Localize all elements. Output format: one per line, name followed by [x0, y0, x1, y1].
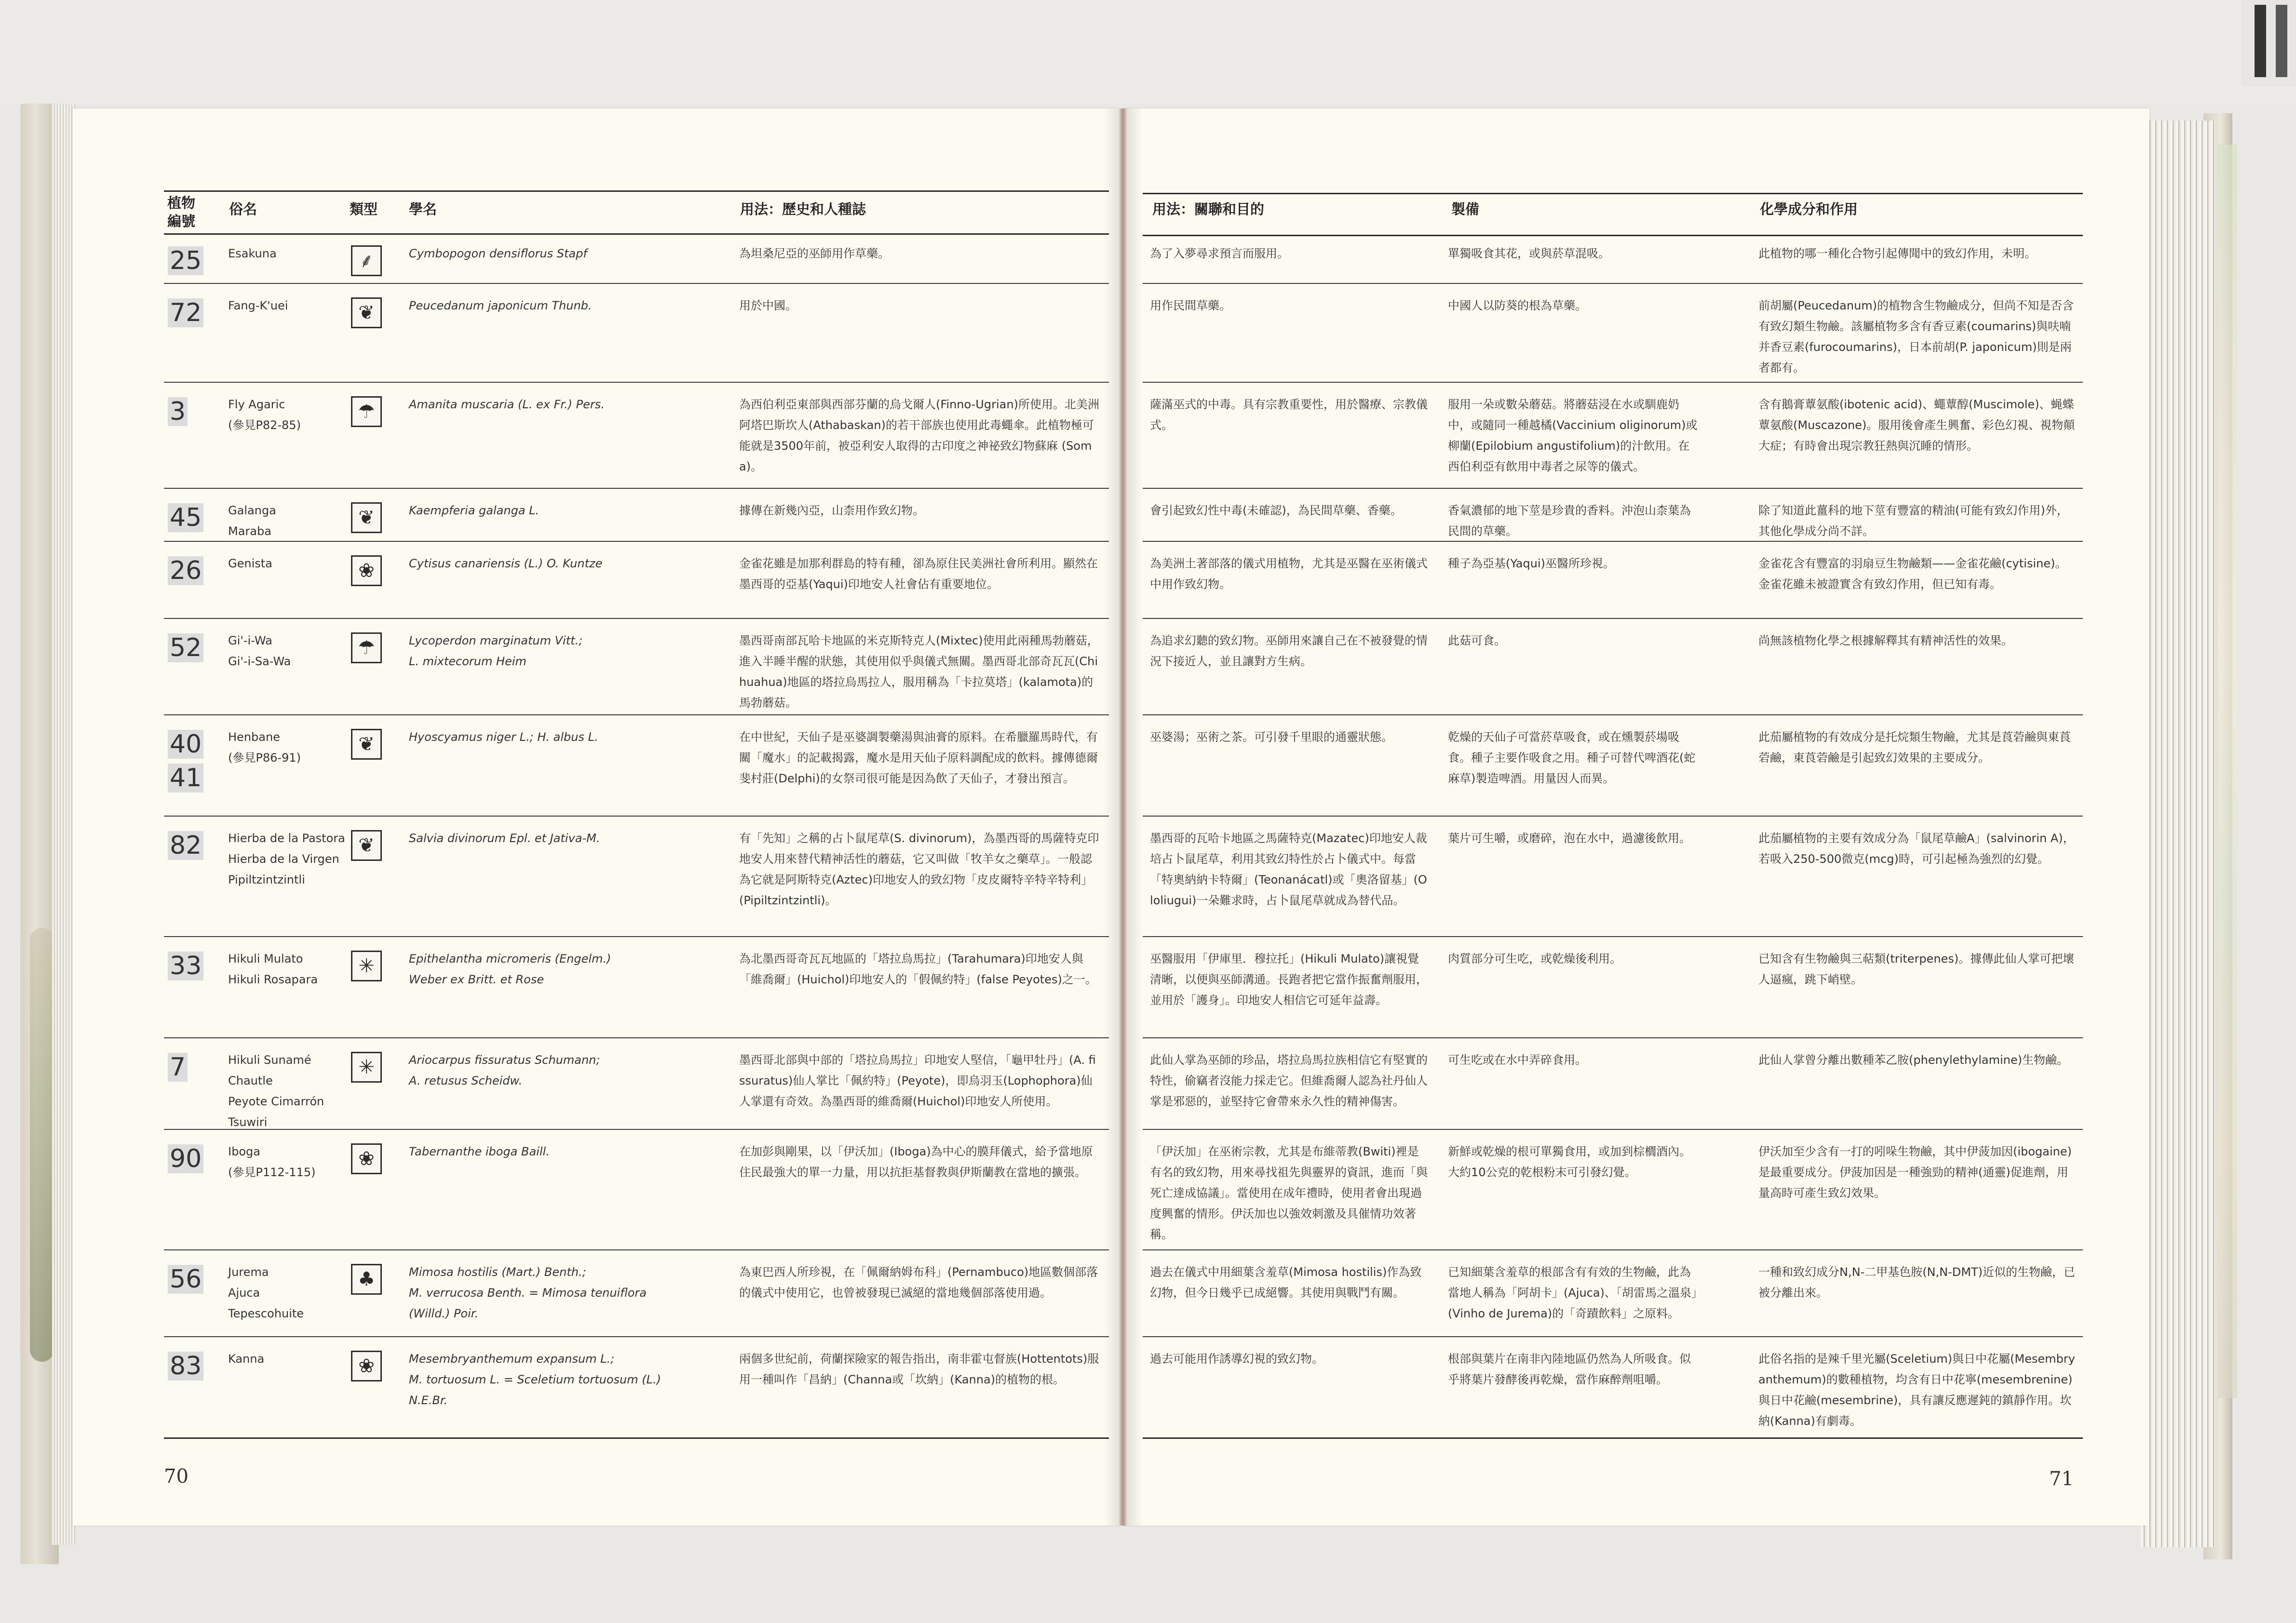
- row-rule-right: [1143, 1249, 2083, 1250]
- scientific-name: Mimosa hostilis (Mart.) Benth.; M. verrucosa Benth. = Mimosa tenuiflora (Willd.) Poir.: [409, 1265, 647, 1320]
- chemistry: 此茄屬植物的主要有效成分為「鼠尾草鹼A」(salvinorin A)，若吸入250-500微克(mcg)時，可引起極為強烈的幻覺。: [1758, 832, 2075, 866]
- preparation: 香氣濃郁的地下莖是珍貴的香料。沖泡山柰葉為民間的草藥。: [1448, 504, 1691, 538]
- row-rule-left: [164, 1249, 1109, 1250]
- usage-context: 巫醫服用「伊庫里．穆拉托」(Hikuli Mulato)讓視覺清晰，以便與巫師溝通。長跑者把它當作振奮劑服用，並用於「護身」。印地安人相信它可延年益壽。: [1150, 952, 1428, 1007]
- page-number-left: 70: [164, 1465, 189, 1488]
- plant-number: 41: [168, 764, 203, 792]
- header-common-name: 俗名: [229, 201, 257, 217]
- chemistry: 此俗名指的是辣千里光屬(Sceletium)與日中花屬(Mesembryanthemum)的數種植物，均含有日中花寧(mesembrenine)與日中花鹼(mesembrine)，具有讓反應遲鈍的鎮靜作用。坎納(Kanna)有劇毒。: [1758, 1352, 2075, 1428]
- preparation: 種子為亞基(Yaqui)巫醫所珍視。: [1448, 557, 1615, 570]
- row-rule-right: [1143, 1336, 2083, 1337]
- usage-context: 此仙人掌為巫師的珍品，塔拉烏馬拉族相信它有堅實的特性，偷竊者沒能力採走它。但維喬爾人認為社丹仙人掌是邪惡的，並堅持它會帶來永久性的精神傷害。: [1150, 1053, 1428, 1108]
- row-rule-right: [1143, 816, 2083, 817]
- common-name: Gi'-i-Wa Gi'-i-Sa-Wa: [228, 634, 291, 668]
- usage-context: 會引起致幻性中毒(未確認)，為民間草藥、香藥。: [1150, 504, 1402, 517]
- common-name: Hierba de la Pastora Hierba de la Virgen Pipiltzintzintli: [228, 832, 345, 886]
- leaf-icon: ❦: [351, 729, 382, 760]
- chemistry: 一種和致幻成分N,N-二甲基色胺(N,N-DMT)近似的生物鹼，已被分離出來。: [1758, 1265, 2075, 1300]
- header-type: 類型: [350, 201, 378, 217]
- common-name: Henbane (參見P86-91): [228, 730, 301, 765]
- preparation: 新鮮或乾燥的根可單獨食用，或加到棕櫚酒內。大約10公克的乾根粉末可引發幻覺。: [1448, 1145, 1691, 1179]
- common-name: Genista: [228, 557, 272, 570]
- scientific-name: Tabernanthe iboga Baill.: [409, 1145, 550, 1158]
- usage-history: 在加彭與剛果，以「伊沃加」(Iboga)為中心的膜拜儀式，給予當地原住民最強大的單一力量，用以抗拒基督教與伊斯蘭教在當地的擴張。: [739, 1145, 1093, 1179]
- usage-context: 過去在儀式中用細葉含羞草(Mimosa hostilis)作為致幻物，但今日幾乎已成絕響。其使用與戰鬥有關。: [1150, 1265, 1422, 1300]
- usage-history: 為東巴西人所珍視，在「佩爾納姆布科」(Pernambuco)地區數個部落的儀式中使用它，也曾被發現已滅絕的當地幾個部落使用過。: [739, 1265, 1098, 1300]
- row-rule-right: [1143, 541, 2083, 542]
- plant-number: 33: [168, 952, 203, 980]
- scientific-name: Kaempferia galanga L.: [409, 504, 540, 517]
- header-usage-context: 用法：關聯和目的: [1152, 201, 1265, 217]
- usage-history: 為北墨西哥奇瓦瓦地區的「塔拉烏馬拉」(Tarahumara)印地安人與「維喬爾」(Huichol)印地安人的「假佩約特」(false Peyotes)之一。: [739, 952, 1097, 986]
- row-rule-left: [164, 816, 1109, 817]
- row-rule-right: [1143, 382, 2083, 383]
- usage-history: 金雀花雖是加那利群島的特有種，卻為原住民美洲社會所利用。顯然在墨西哥的亞基(Yaqui)印地安人社會佔有重要地位。: [739, 557, 1098, 591]
- row-rule-left: [164, 541, 1109, 542]
- row-rule-left: [164, 936, 1109, 937]
- usage-context: 過去可能用作誘導幻視的致幻物。: [1150, 1352, 1324, 1366]
- scientific-name: Lycoperdon marginatum Vitt.; L. mixtecorum Heim: [409, 634, 583, 668]
- plant-number: 90: [168, 1144, 203, 1173]
- scientific-name: Ariocarpus fissuratus Schumann; A. retusus Scheidw.: [409, 1053, 600, 1087]
- preparation: 乾燥的天仙子可當菸草吸食，或在燻製菸場吸食。種子主要作吸食之用。種子可替代啤酒花(蛇麻草)製造啤酒。用量因人而異。: [1448, 730, 1696, 785]
- scanner-calibration-marks: [2241, 0, 2296, 87]
- usage-history: 據傳在新幾內亞，山柰用作致幻物。: [739, 504, 924, 517]
- row-rule-right: [1143, 936, 2083, 937]
- usage-context: 為追求幻聽的致幻物。巫師用來讓自己在不被發覺的情況下接近人，並且讓對方生病。: [1150, 634, 1428, 668]
- scientific-name: Mesembryanthemum expansum L.; M. tortuosum L. = Sceletium tortuosum (L.) N.E.Br.: [409, 1352, 661, 1407]
- usage-history: 墨西哥南部瓦哈卡地區的米克斯特克人(Mixtec)使用此兩種馬勃蘑菇，進入半睡半醒的狀態，其使用似乎與儀式無關。墨西哥北部奇瓦瓦(Chihuahua)地區的塔拉烏馬拉人，服用稱為「卡拉莫塔」(kalamota)的馬勃蘑菇。: [739, 634, 1099, 710]
- usage-context: 為了入夢尋求預言而服用。: [1150, 247, 1289, 260]
- cover-illustration: [30, 928, 54, 1362]
- header-usage-history: 用法：歷史和人種誌: [740, 201, 866, 217]
- row-rule-left: [164, 618, 1109, 619]
- scientific-name: Amanita muscaria (L. ex Fr.) Pers.: [409, 398, 605, 411]
- usage-history: 兩個多世紀前，荷蘭探險家的報告指出，南非霍屯督族(Hottentots)服用一種叫作「昌納」(Channa或「坎納」(Kanna)的植物的根。: [739, 1352, 1099, 1386]
- chemistry: 已知含有生物鹼與三萜類(triterpenes)。據傳此仙人掌可把壞人逼瘋，跳下峭壁。: [1758, 952, 2075, 986]
- flower-icon: ❀: [351, 1351, 382, 1382]
- chemistry: 尚無該植物化學之根據解釋其有精神活性的效果。: [1758, 634, 2013, 647]
- row-rule-left: [164, 1129, 1109, 1130]
- preparation: 根部與葉片在南非內陸地區仍然為人所吸食。似乎將葉片發酵後再乾燥，當作麻醉劑咀嚼。: [1448, 1352, 1691, 1386]
- row-rule-right: [1143, 618, 2083, 619]
- preparation: 單獨吸食其花，或與菸草混吸。: [1448, 247, 1610, 260]
- usage-history: 在中世紀，天仙子是巫婆調製藥湯與油膏的原料。在希臘羅馬時代，有關「魔水」的記載揭露，魔水是用天仙子原料調配成的飲料。據傳德爾斐村莊(Delphi)的女祭司很可能是因為飲了天仙子，才發出預言。: [739, 730, 1098, 785]
- plant-number: 82: [168, 831, 203, 860]
- row-rule-right: [1143, 714, 2083, 715]
- preparation: 葉片可生嚼，或磨碎，泡在水中，過濾後飲用。: [1448, 832, 1691, 845]
- chemistry: 此茄屬植物的有效成分是托烷類生物鹼，尤其是莨菪鹼與東莨菪鹼，東莨菪鹼是引起致幻效果的主要成分。: [1758, 730, 2071, 765]
- header-preparation: 製備: [1451, 201, 1480, 217]
- plant-number: 52: [168, 633, 203, 662]
- usage-history: 為坦桑尼亞的巫師用作草藥。: [739, 247, 890, 260]
- preparation: 中國人以防葵的根為草藥。: [1448, 299, 1587, 312]
- preparation: 可生吃或在水中弄碎食用。: [1448, 1053, 1587, 1067]
- tree-icon: ♣: [351, 1264, 382, 1295]
- scientific-name: Epithelantha micromeris (Engelm.) Weber ex Britt. et Rose: [409, 952, 611, 986]
- common-name: Galanga Maraba: [228, 504, 276, 538]
- table-top-rule-right: [1143, 193, 2083, 194]
- chemistry: 金雀花含有豐富的羽扇豆生物鹼類——金雀花鹼(cytisine)。金雀花雖未被證實含有致幻作用，但已知有毒。: [1758, 557, 2067, 591]
- common-name: Jurema Ajuca Tepescohuite: [228, 1265, 304, 1320]
- row-rule-left: [164, 1437, 1109, 1439]
- usage-context: 為美洲土著部落的儀式用植物，尤其是巫醫在巫術儀式中用作致幻物。: [1150, 557, 1428, 591]
- preparation: 服用一朵或數朵蘑菇。將蘑菇浸在水或馴鹿奶中，或隨同一種越橘(Vaccinium oliginorum)或柳蘭(Epilobium angustifolium)的汁飲用。在西伯利亞有飲用中毒者之尿等的儀式。: [1448, 398, 1698, 473]
- plant-number: 40: [168, 730, 203, 759]
- usage-context: 用作民間草藥。: [1150, 299, 1231, 312]
- plant-number: 72: [168, 298, 203, 327]
- preparation: 已知細葉含羞草的根部含有有效的生物鹼，此為當地人稱為「阿胡卡」(Ajuca)、「胡雷馬之溫泉」(Vinho de Jurema)的「奇蹟飲料」之原料。: [1448, 1265, 1697, 1320]
- table-top-rule-left: [164, 190, 1109, 192]
- page-number-right: 71: [2049, 1468, 2074, 1490]
- usage-context: 巫婆湯；巫術之茶。可引發千里眼的通靈狀態。: [1150, 730, 1393, 744]
- preparation: 此菇可食。: [1448, 634, 1506, 647]
- usage-history: 有「先知」之稱的占卜鼠尾草(S. divinorum)，為墨西哥的馬薩特克印地安人用來替代精神活性的蘑菇，它又叫做「牧羊女之藥草」。一般認為它就是阿斯特克(Aztec)印地安人的致幻物「皮皮爾特辛特辛特利」(Pipiltzintzintli)。: [739, 832, 1099, 907]
- flower-icon: ❀: [351, 1143, 382, 1174]
- scan-background: [0, 0, 2296, 104]
- common-name: Iboga (參見P112-115): [228, 1145, 316, 1179]
- page-edges-left: [52, 104, 75, 1545]
- usage-context: 薩滿巫式的中毒。具有宗教重要性，用於醫療、宗教儀式。: [1150, 398, 1428, 432]
- chemistry: 伊沃加至少含有一打的吲哚生物鹼，其中伊菠加因(ibogaine)是最重要成分。伊菠加因是一種強勁的精神(通靈)促進劑，用量高時可產生致幻效果。: [1758, 1145, 2072, 1200]
- chemistry: 前胡屬(Peucedanum)的植物含生物鹼成分，但尚不知是否含有致幻類生物鹼。該屬植物多含有香豆素(coumarins)與呋喃并香豆素(furocoumarins)，日本前胡(P. japonicum)則是兩者都有。: [1758, 299, 2074, 375]
- book-gutter: [1104, 108, 1143, 1526]
- page-edges-right: [2141, 121, 2215, 1547]
- row-rule-left: [164, 714, 1109, 715]
- mushroom-icon: ☂: [351, 632, 382, 663]
- plant-number: 83: [168, 1352, 203, 1381]
- chemistry: 除了知道此薑科的地下莖有豐富的精油(可能有致幻作用)外，其他化學成分尚不詳。: [1758, 504, 2068, 538]
- chemistry: 此仙人掌曾分離出數種苯乙胺(phenylethylamine)生物鹼。: [1758, 1053, 2069, 1067]
- leaf-icon: ❦: [351, 502, 382, 533]
- common-name: Hikuli Sunamé Chautle Peyote Cimarrón Tsuwiri: [228, 1053, 324, 1129]
- usage-context: 墨西哥的瓦哈卡地區之馬薩特克(Mazatec)印地安人裁培占卜鼠尾草，利用其致幻特性於占卜儀式中。每當「特奧納納卡特爾」(Teonanácatl)或「奧洛留基」(Ololiugui)一朵難求時，占卜鼠尾草就成為替代品。: [1150, 832, 1427, 907]
- scientific-name: Salvia divinorum Epl. et Jativa-M.: [409, 832, 600, 845]
- scientific-name: Peucedanum japonicum Thunb.: [409, 299, 592, 312]
- plant-number: 45: [168, 503, 203, 532]
- usage-history: 為西伯利亞東部與西部芬蘭的烏戈爾人(Finno-Ugrian)所使用。北美洲阿塔巴斯坎人(Athabaskan)的若干部族也使用此毒蠅傘。此植物極可能就是3500年前，被亞利安人取得的古印度之神祕致幻物蘇麻 (Soma)。: [739, 398, 1099, 473]
- scientific-name: Cytisus canariensis (L.) O. Kuntze: [409, 557, 603, 570]
- row-rule-left: [164, 283, 1109, 284]
- common-name: Esakuna: [228, 247, 277, 260]
- header-rule-right: [1143, 235, 2083, 236]
- header-rule-left: [164, 233, 1109, 235]
- chemistry: 此植物的哪一種化合物引起傳聞中的致幻作用，未明。: [1758, 247, 2036, 260]
- header-scientific-name: 學名: [409, 201, 437, 217]
- row-rule-left: [164, 488, 1109, 489]
- usage-history: 用於中國。: [739, 299, 797, 312]
- common-name: Kanna: [228, 1352, 265, 1366]
- plant-number: 3: [168, 397, 188, 426]
- usage-context: 「伊沃加」在巫術宗教，尤其是布維蒂教(Bwiti)裡是有名的致幻物，用來尋找祖先與靈界的資訊，進而「與死亡達成協議」。當使用在成年禮時，使用者會出現過度興奮的情形。伊沃加也以強效刺激及具催情功效著稱。: [1150, 1145, 1428, 1241]
- usage-history: 墨西哥北部與中部的「塔拉烏馬拉」印地安人堅信，「龜甲牡丹」(A. fissuratus)仙人掌比「佩約特」(Peyote)，即烏羽玉(Lophophora)仙人掌還有奇效。為墨西哥的維喬爾(Huichol)印地安人所使用。: [739, 1053, 1096, 1108]
- common-name: Hikuli Mulato Hikuli Rosapara: [228, 952, 318, 986]
- row-rule-right: [1143, 1037, 2083, 1038]
- cactus-icon: ✳: [351, 1052, 382, 1083]
- row-rule-left: [164, 382, 1109, 383]
- plant-number: 7: [168, 1053, 188, 1082]
- row-rule-left: [164, 1037, 1109, 1038]
- header-plant-no: 植物 編號: [167, 195, 196, 229]
- row-rule-right: [1143, 1129, 2083, 1130]
- scientific-name: Hyoscyamus niger L.; H. albus L.: [409, 730, 598, 744]
- row-rule-right: [1143, 488, 2083, 489]
- header-chemistry: 化學成分和作用: [1760, 201, 1858, 217]
- preparation: 肉質部分可生吃，或乾燥後利用。: [1448, 952, 1621, 966]
- row-rule-left: [164, 1336, 1109, 1337]
- leaf-icon: ❦: [351, 297, 382, 328]
- chemistry: 含有鵝膏蕈氨酸(ibotenic acid)、蠅蕈醇(Muscimole)、蝇蝶蕈氨酸(Muscazone)。服用後會產生興奮、彩色幻視、視物顛大症；有時會出現宗教狂熱與沉睡的情形。: [1758, 398, 2075, 453]
- row-rule-right: [1143, 1437, 2083, 1439]
- cover-illustration-right: [2218, 145, 2237, 1398]
- leaf-icon: ❦: [351, 830, 382, 861]
- plant-number: 56: [168, 1265, 203, 1294]
- scientific-name: Cymbopogon densiflorus Stapf: [409, 247, 587, 260]
- plant-number: 26: [168, 556, 203, 585]
- plant-number: 25: [168, 246, 203, 275]
- common-name: Fly Agaric (參見P82-85): [228, 398, 301, 432]
- common-name: Fang-K'uei: [228, 299, 288, 312]
- flower-icon: ❀: [351, 555, 382, 586]
- grass-icon: ⸙: [351, 245, 382, 276]
- cactus-icon: ✳: [351, 951, 382, 981]
- mushroom-icon: ☂: [351, 396, 382, 427]
- row-rule-right: [1143, 283, 2083, 284]
